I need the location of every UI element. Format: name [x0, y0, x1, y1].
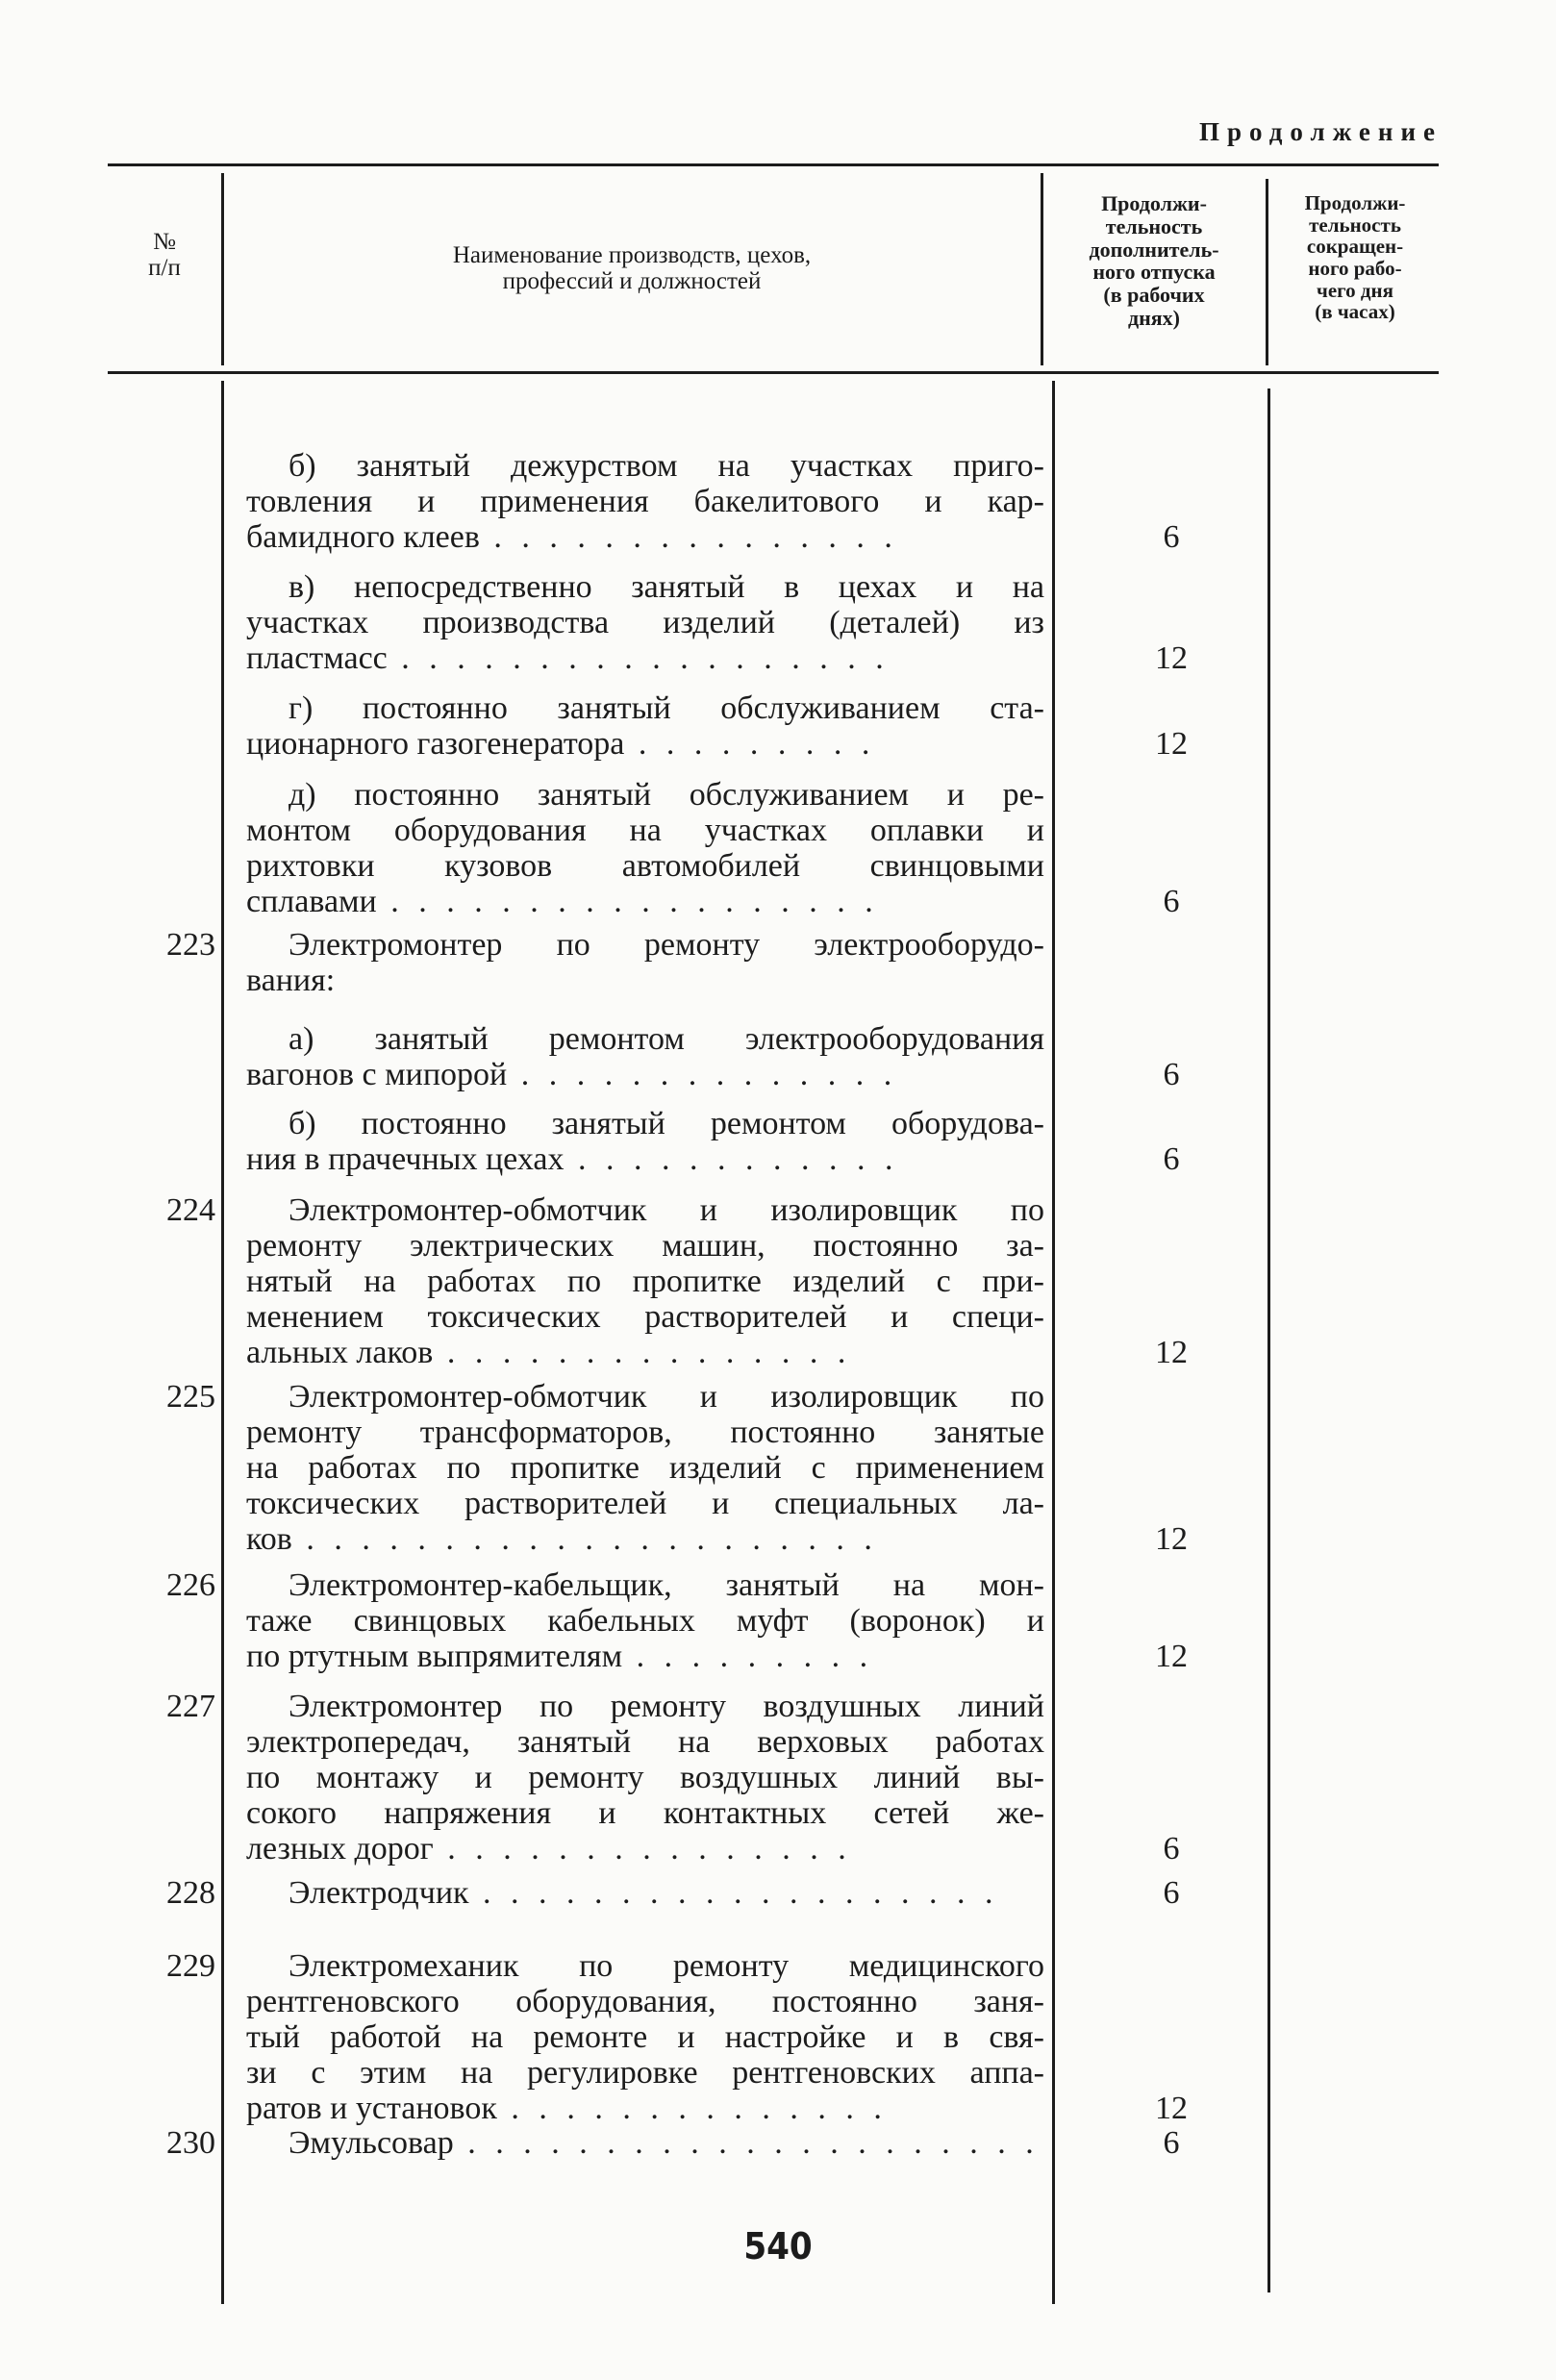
- header-leave-line: (в рабочих: [1103, 283, 1205, 307]
- row-line-text: нятый на работах по пропитке изделий с при-: [246, 1264, 1044, 1299]
- row-line-text: Электромонтер по ремонту электрооборудо-: [289, 927, 1044, 963]
- header-name-line: профессий и должностей: [502, 268, 762, 294]
- leader-dots: . . . . . . . . . . . . . . . . . . . . .: [453, 2125, 1040, 2161]
- leader-dots: . . . . . . . . . . . . . . .: [433, 1335, 852, 1370]
- row-line-text: по ртутным выпрямителям: [246, 1639, 623, 1674]
- row-description-line: [246, 1264, 1044, 1299]
- row-description-line: [246, 1335, 1044, 1370]
- row-line-text: альных лаков: [246, 1335, 434, 1370]
- leader-dots: . . . . . . . . . . . . . . . . . . . . .: [291, 1521, 878, 1557]
- row-leave-days: 12: [1155, 2091, 1188, 2126]
- row-leave-days: 6: [1163, 519, 1180, 555]
- row-line-text: товления и применения бакелитового и кар-: [246, 484, 1044, 519]
- row-leave-days: 12: [1155, 1521, 1188, 1557]
- page-number: 540: [743, 2225, 813, 2267]
- row-description: [246, 569, 1044, 676]
- row-description-line: [246, 848, 1044, 884]
- row-line-text: рентгеновского оборудования, постоянно заня-: [246, 1984, 1044, 2019]
- row-leave-days: 12: [1155, 640, 1188, 676]
- row-line-text: ремонту трансформаторов, постоянно занятые: [246, 1415, 1044, 1450]
- row-description: [246, 1192, 1044, 1370]
- row-line-text: бамидного клеев: [246, 519, 480, 555]
- row-line-text: на работах по пропитке изделий с применением: [246, 1450, 1044, 1486]
- row-description-line: [246, 1021, 1044, 1057]
- leader-dots: . . . . . . . . .: [624, 726, 876, 762]
- row-description-line: [246, 1875, 1044, 1911]
- leader-dots: . . . . . . . . . . . .: [564, 1141, 899, 1177]
- leader-dots: . . . . . . . . . . . . . . . . . .: [376, 884, 879, 919]
- header-hours-line: Продолжи-: [1304, 191, 1406, 214]
- row-line-text: токсических растворителей и специальных ла-: [246, 1486, 1044, 1521]
- header-leave-line: дополнитель-: [1089, 237, 1219, 262]
- row-description-line: [246, 2125, 1044, 2161]
- row-description-line: [246, 690, 1044, 726]
- row-description-line: [246, 1567, 1044, 1603]
- row-number: 226: [166, 1567, 215, 1603]
- row-description-line: [246, 519, 1044, 555]
- row-description-line: [246, 1984, 1044, 2019]
- row-number: 230: [166, 2125, 215, 2161]
- row-leave-days: 6: [1163, 1875, 1180, 1911]
- row-description-line: [246, 1106, 1044, 1141]
- header-leave-days: [1042, 192, 1266, 330]
- row-description-line: [246, 448, 1044, 484]
- header-bottom-rule: [108, 371, 1439, 374]
- row-number: 225: [166, 1379, 215, 1415]
- row-description-line: [246, 813, 1044, 848]
- row-number: 228: [166, 1875, 215, 1911]
- row-description-line: [246, 1603, 1044, 1639]
- leader-dots: . . . . . . . . . . . . . .: [496, 2091, 888, 2126]
- row-line-text: а) занятый ремонтом электрооборудования: [289, 1021, 1044, 1057]
- row-number: 229: [166, 1948, 215, 1984]
- row-description: [246, 1948, 1044, 2126]
- row-leave-days: 6: [1163, 1831, 1180, 1866]
- header-divider-3: [1266, 179, 1268, 365]
- header-leave-line: днях): [1127, 305, 1181, 330]
- row-description-line: [246, 963, 1044, 998]
- row-description-line: [246, 1415, 1044, 1450]
- leader-dots: . . . . . . . . . . . . . . . . . . .: [468, 1875, 999, 1911]
- row-description-line: [246, 2019, 1044, 2055]
- row-description-line: [246, 640, 1044, 676]
- row-line-text: монтом оборудования на участках оплавки и: [246, 813, 1044, 848]
- row-description-line: [246, 1486, 1044, 1521]
- row-line-text: б) постоянно занятый ремонтом оборудова-: [289, 1106, 1044, 1141]
- row-line-text: Электромонтер-кабельщик, занятый на мон-: [289, 1567, 1044, 1603]
- row-line-text: пластмасс: [246, 640, 388, 676]
- header-number: [108, 229, 221, 281]
- row-description-line: [246, 884, 1044, 919]
- header-number-line: №: [153, 229, 176, 255]
- leader-dots: . . . . . . . . . . . . . .: [507, 1057, 898, 1092]
- header-top-rule: [108, 163, 1439, 166]
- row-description-line: [246, 1141, 1044, 1177]
- body-divider-1: [221, 381, 224, 2304]
- header-leave-line: тельность: [1105, 213, 1203, 238]
- row-leave-days: 6: [1163, 884, 1180, 919]
- row-description-line: [246, 1948, 1044, 1984]
- leader-dots: . . . . . . . . . . . . . . . . . .: [387, 640, 890, 676]
- row-line-text: по монтажу и ремонту воздушных линий вы-: [246, 1760, 1044, 1795]
- row-leave-days: 6: [1163, 2125, 1180, 2161]
- row-line-text: Электромонтер по ремонту воздушных линий: [289, 1689, 1044, 1724]
- row-line-text: зи с этим на регулировке рентгеновских аппа-: [246, 2055, 1044, 2091]
- row-leave-days: 6: [1163, 1057, 1180, 1092]
- row-leave-days: 6: [1163, 1141, 1180, 1177]
- continuation-label: Продолжение: [1199, 117, 1443, 146]
- row-line-text: ратов и установок: [246, 2091, 497, 2126]
- row-description-line: [246, 1379, 1044, 1415]
- row-line-text: д) постоянно занятый обслуживанием и ре-: [289, 777, 1044, 813]
- row-description-line: [246, 1521, 1044, 1557]
- header-leave-line: Продолжи-: [1101, 191, 1207, 215]
- row-description-line: [246, 1689, 1044, 1724]
- header-workday-hours: [1269, 192, 1441, 323]
- row-line-text: б) занятый дежурством на участках приго-: [289, 448, 1044, 484]
- row-line-text: г) постоянно занятый обслуживанием ста-: [289, 690, 1044, 726]
- row-description-line: [246, 1299, 1044, 1335]
- header-name-line: Наименование производств, цехов,: [452, 242, 812, 268]
- row-description-line: [246, 1057, 1044, 1092]
- row-line-text: ремонту электрических машин, постоянно за-: [246, 1228, 1044, 1264]
- row-line-text: ков: [246, 1521, 292, 1557]
- leader-dots: . . . . . . . . . . . . . . .: [479, 519, 898, 555]
- row-description-line: [246, 777, 1044, 813]
- row-description-line: [246, 1795, 1044, 1831]
- row-description-line: [246, 1639, 1044, 1674]
- row-description: [246, 777, 1044, 919]
- row-line-text: Эмульсовар: [289, 2125, 454, 2161]
- row-description-line: [246, 1724, 1044, 1760]
- body-divider-3: [1267, 388, 1270, 2292]
- header-hours-line: сокращен-: [1306, 235, 1404, 259]
- row-description: [246, 927, 1044, 998]
- row-number: 224: [166, 1192, 215, 1228]
- header-hours-line: (в часах): [1315, 300, 1395, 324]
- row-description-line: [246, 2091, 1044, 2126]
- row-description-line: [246, 605, 1044, 640]
- row-leave-days: 12: [1155, 1335, 1188, 1370]
- row-description-line: [246, 1192, 1044, 1228]
- row-line-text: Электромонтер-обмотчик и изолировщик по: [289, 1192, 1044, 1228]
- row-description: [246, 1021, 1044, 1092]
- row-line-text: в) непосредственно занятый в цехах и на: [289, 569, 1044, 605]
- row-description-line: [246, 569, 1044, 605]
- row-line-text: Электродчик: [289, 1875, 469, 1911]
- row-description-line: [246, 1450, 1044, 1486]
- row-description-line: [246, 1760, 1044, 1795]
- row-description: [246, 1689, 1044, 1866]
- body-divider-2: [1052, 381, 1055, 2304]
- row-line-text: таже свинцовых кабельных муфт (воронок) и: [246, 1603, 1044, 1639]
- header-hours-line: тельность: [1309, 213, 1401, 237]
- row-line-text: тый работой на ремонте и настройке и в свя-: [246, 2019, 1044, 2055]
- header-number-line: п/п: [148, 255, 181, 281]
- row-line-text: ния в прачечных цехах: [246, 1141, 565, 1177]
- row-line-text: Электромонтер-обмотчик и изолировщик по: [289, 1379, 1044, 1415]
- leader-dots: . . . . . . . . .: [622, 1639, 874, 1674]
- row-description: [246, 1379, 1044, 1557]
- row-line-text: ционарного газогенератора: [246, 726, 625, 762]
- row-description: [246, 1567, 1044, 1674]
- row-description-line: [246, 726, 1044, 762]
- row-description: [246, 690, 1044, 762]
- row-description-line: [246, 1228, 1044, 1264]
- row-line-text: рихтовки кузовов автомобилей свинцовыми: [246, 848, 1044, 884]
- row-line-text: сплавами: [246, 884, 377, 919]
- row-line-text: вагонов с мипорой: [246, 1057, 508, 1092]
- row-line-text: лезных дорог: [246, 1831, 434, 1866]
- row-description-line: [246, 927, 1044, 963]
- row-line-text: участках производства изделий (деталей) из: [246, 605, 1044, 640]
- header-hours-line: чего дня: [1316, 278, 1393, 302]
- row-leave-days: 12: [1155, 1639, 1188, 1674]
- row-number: 223: [166, 927, 215, 963]
- header-hours-line: ного рабо-: [1308, 257, 1402, 281]
- row-description: [246, 1106, 1044, 1177]
- row-line-text: менением токсических растворителей и специ-: [246, 1299, 1044, 1335]
- row-description: [246, 2125, 1044, 2161]
- row-description-line: [246, 484, 1044, 519]
- row-line-text: сокого напряжения и контактных сетей же-: [246, 1795, 1044, 1831]
- row-number: 227: [166, 1689, 215, 1724]
- row-description-line: [246, 2055, 1044, 2091]
- row-line-text: Электромеханик по ремонту медицинского: [289, 1948, 1044, 1984]
- header-leave-line: ного отпуска: [1092, 260, 1216, 285]
- row-line-text: вания:: [246, 963, 336, 998]
- row-line-text: электропередач, занятый на верховых работах: [246, 1724, 1044, 1760]
- row-description: [246, 1875, 1044, 1911]
- leader-dots: . . . . . . . . . . . . . . .: [433, 1831, 852, 1866]
- header-name: [227, 242, 1037, 294]
- header-divider-1: [221, 173, 224, 365]
- row-leave-days: 12: [1155, 726, 1188, 762]
- row-description: [246, 448, 1044, 555]
- row-description-line: [246, 1831, 1044, 1866]
